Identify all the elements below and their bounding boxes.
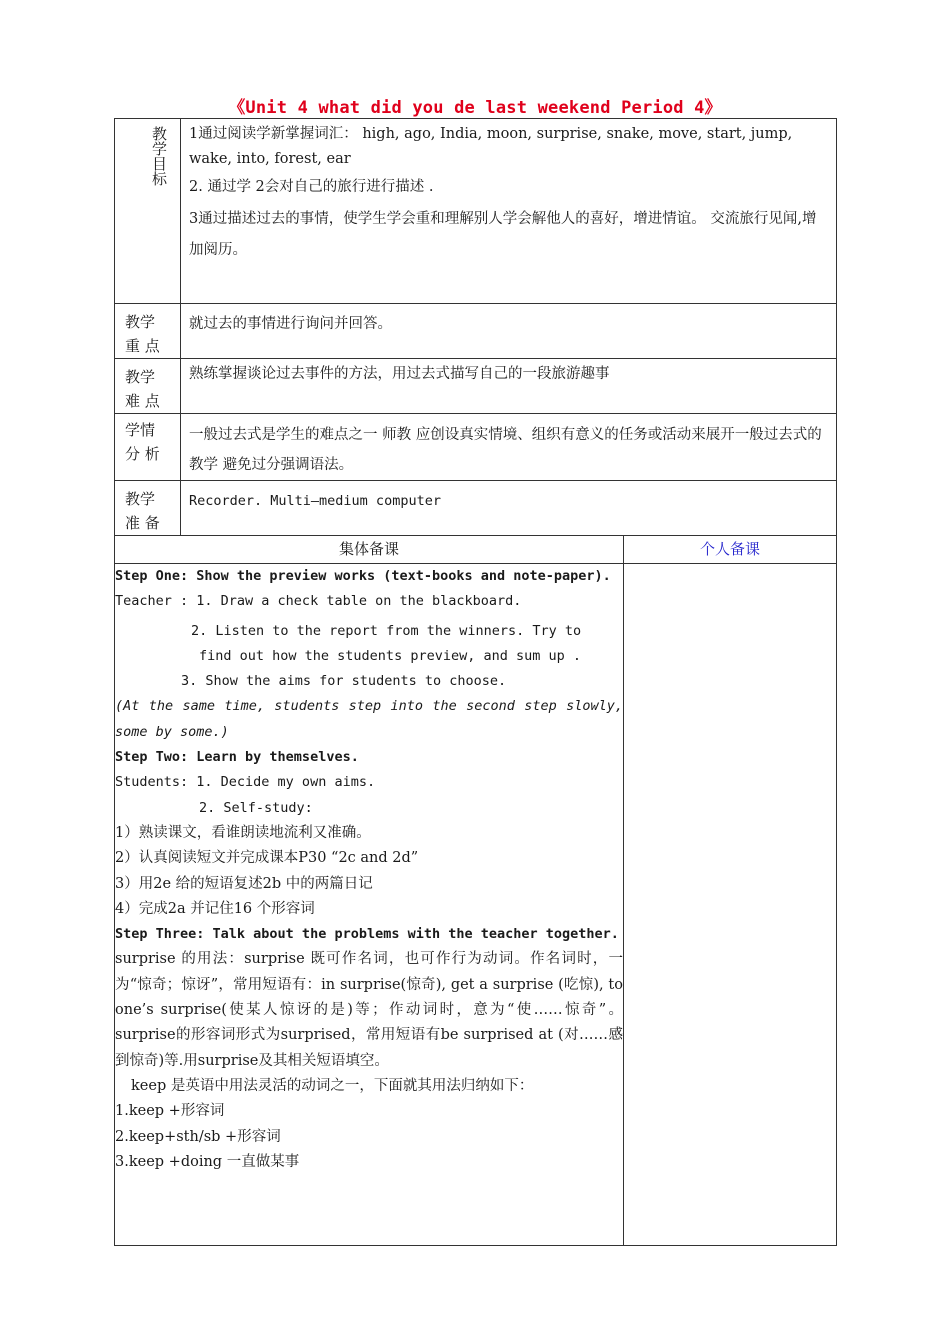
key-points-label-cell	[115, 304, 181, 359]
analysis-content-cell	[181, 414, 837, 481]
personal-header: 个人备课	[624, 536, 837, 564]
key-points-text: 就过去的事情进行询问并回答。	[189, 316, 392, 332]
key-points-label-bottom: 重 点	[125, 337, 160, 355]
surprise-paragraph: surprise 的用法：surprise 既可作名词，也可作行为动词。作名词时，一为“惊奇；惊讶”，常用短语有：in surprise(惊奇), get a surprise (吃惊), to one’s surprise(使某人惊讶的是)等；作动词时，意为“使……惊奇”。surprise的形容词形式为surprised，常用短语有be surprised at (对……感到惊奇)等.用surprise及其相关短语填空。	[115, 951, 623, 1069]
teacher-item-2b: find out how the students preview, and sum up .	[199, 647, 582, 664]
difficulties-label-top: 教学	[125, 368, 156, 386]
teacher-item-1: Teacher : 1. Draw a check table on the blackboard.	[115, 593, 522, 610]
preparation-label-top: 教学	[125, 490, 156, 508]
key-points-label-top: 教学	[125, 313, 156, 331]
task-2: 2）认真阅读短文并完成课本P30 “2c and 2d”	[115, 850, 419, 867]
teacher-item-2: 2. Listen to the report from the winners. Try to	[191, 622, 582, 639]
objective-2: 2. 通过学 2会对自己的旅行进行描述 .	[189, 179, 434, 195]
row-preparation	[115, 481, 837, 536]
keep-intro: keep 是英语中用法灵活的动词之一，下面就其用法归纳如下：	[131, 1077, 534, 1094]
step-two-title: Step Two: Learn by themselves.	[115, 749, 359, 766]
objectives-label: 教学目标	[152, 125, 168, 188]
step-note: (At the same time, students step into the second step slowly, some by some.)	[115, 698, 623, 740]
difficulties-label-bottom: 难 点	[125, 392, 160, 410]
row-analysis	[115, 414, 837, 481]
objectives-content-cell	[181, 119, 837, 304]
preparation-content-cell	[181, 481, 837, 536]
analysis-label-bottom: 分 析	[125, 445, 160, 463]
step-three-title: Step Three: Talk about the problems with the teacher together.	[115, 926, 619, 943]
collective-body-cell	[115, 564, 624, 1246]
keep-usage-2: 2.keep+sth/sb +形容词	[115, 1128, 281, 1145]
row-lesson-body	[115, 564, 837, 1246]
task-4: 4）完成2a 并记住16 个形容词	[115, 900, 315, 917]
analysis-text: 一般过去式是学生的难点之一 师教 应创设真实情境、组织有意义的任务或活动来展开一般过去式的教学 避免过分强调语法。	[189, 427, 822, 473]
teacher-item-3: 3. Show the aims for students to choose.	[181, 673, 507, 690]
row-difficulties	[115, 359, 837, 414]
preparation-label-bottom: 准 备	[125, 514, 160, 532]
row-objectives	[115, 119, 837, 304]
analysis-label-top: 学情	[125, 421, 156, 439]
collective-header: 集体备课	[115, 536, 624, 564]
task-1: 1）熟读课文，看谁朗读地流利又准确。	[115, 824, 371, 841]
preparation-text: Recorder. Multi—medium computer	[189, 493, 441, 509]
row-headers	[115, 536, 837, 564]
objectives-label-cell	[115, 119, 181, 304]
page-title: 《Unit 4 what did you de last weekend Period 4》	[228, 98, 722, 118]
difficulties-label-cell	[115, 359, 181, 414]
lesson-plan-table	[114, 118, 837, 1246]
step-one-title: Step One: Show the preview works (text-books and note-paper).	[115, 568, 611, 584]
task-3: 3）用2e 给的短语复述2b 中的两篇日记	[115, 875, 373, 892]
analysis-label-cell	[115, 414, 181, 481]
difficulties-content-cell	[181, 359, 837, 414]
students-item-2: 2. Self-study:	[199, 799, 313, 816]
key-points-content-cell	[181, 304, 837, 359]
personal-body-cell	[624, 564, 837, 1246]
difficulties-text: 熟练掌握谈论过去事件的方法，用过去式描写自己的一段旅游趣事	[189, 366, 610, 382]
keep-usage-1: 1.keep +形容词	[115, 1103, 225, 1120]
students-item-1: Students: 1. Decide my own aims.	[115, 774, 376, 791]
keep-usage-3: 3.keep +doing 一直做某事	[115, 1153, 300, 1170]
preparation-label-cell	[115, 481, 181, 536]
objective-1: 1通过阅读学新掌握词汇： high, ago, India, moon, surprise, snake, move, start, jump, wake, into, forest, ear	[189, 126, 793, 167]
row-key-points	[115, 304, 837, 359]
objective-3: 3通过描述过去的事情，使学生学会重和理解别人学会解他人的喜好，增进情谊。 交流旅行见闻,增加阅历。	[189, 211, 817, 258]
